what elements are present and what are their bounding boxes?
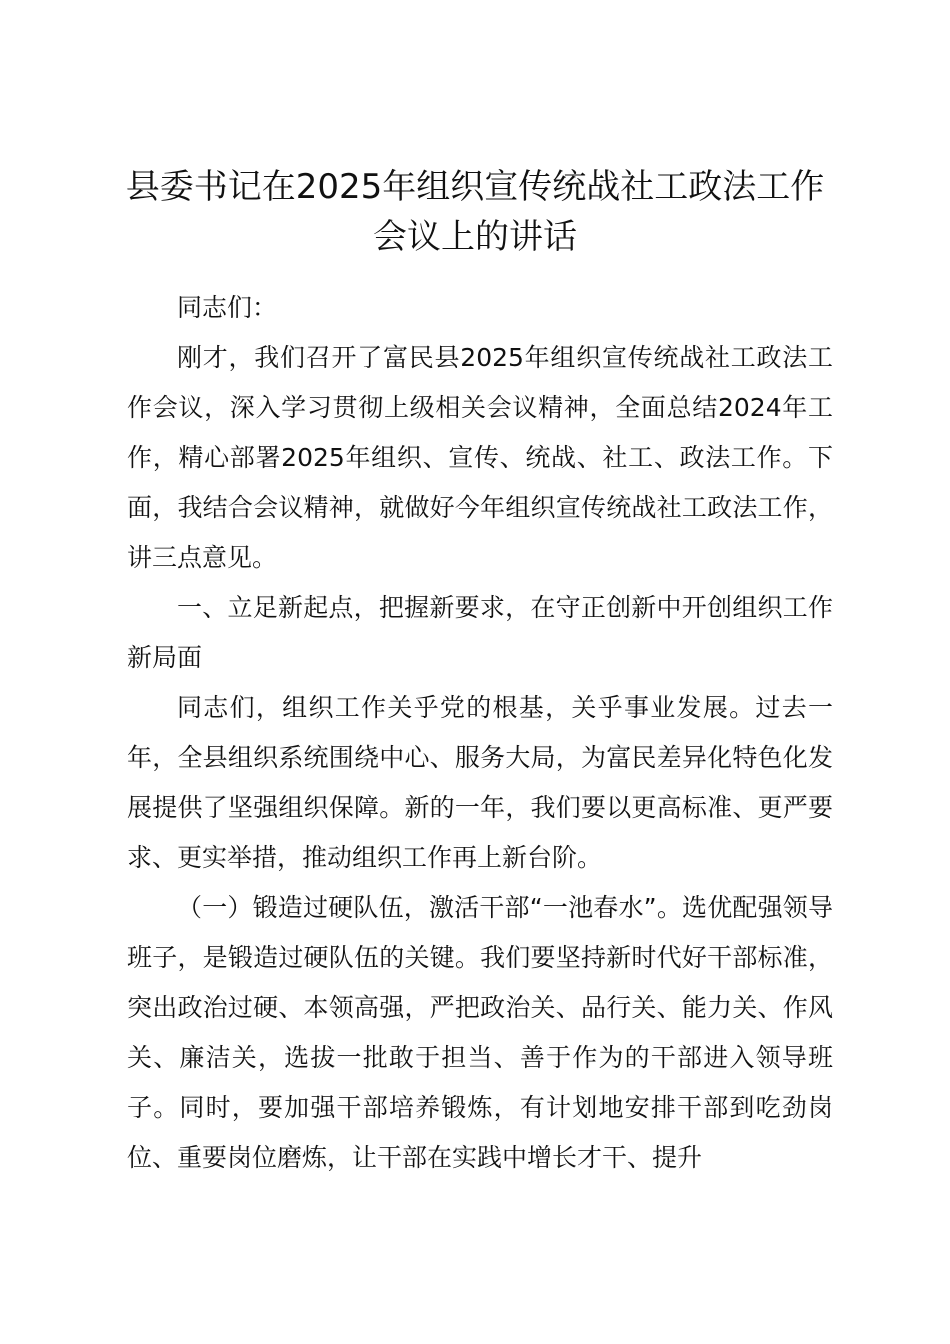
document-title: 县委书记在2025年组织宣传统战社工政法工作会议上的讲话 xyxy=(125,167,825,257)
section-heading-1: 一、立足新起点，把握新要求，在守正创新中开创组织工作新局面 xyxy=(127,593,833,672)
salutation: 同志们： xyxy=(177,293,278,322)
paragraph-section-1: 同志们，组织工作关乎党的根基，关乎事业发展。过去一年，全县组织系统围绕中心、服务大局，为富民差异化特色化发展提供了坚强组织保障。新的一年，我们要以更高标准、更严要求、更实举措，推动组织工作再上新台阶。 xyxy=(127,693,833,872)
document-body xyxy=(127,283,833,1183)
paragraph-subsection-1: （一）锻造过硬队伍，激活干部“一池春水”。选优配强领导班子，是锻造过硬队伍的关键。我们要坚持新时代好干部标准，突出政治过硬、本领高强，严把政治关、品行关、能力关、作风关、廉洁关，选拔一批敢于担当、善于作为的干部进入领导班子。同时，要加强干部培养锻炼，有计划地安排干部到吃劲岗位、重要岗位磨炼，让干部在实践中增长才干、提升 xyxy=(127,893,833,1172)
paragraph-intro: 刚才，我们召开了富民县2025年组织宣传统战社工政法工作会议，深入学习贯彻上级相关会议精神，全面总结2024年工作，精心部署2025年组织、宣传、统战、社工、政法工作。下面，我结合会议精神，就做好今年组织宣传统战社工政法工作，讲三点意见。 xyxy=(127,343,833,572)
